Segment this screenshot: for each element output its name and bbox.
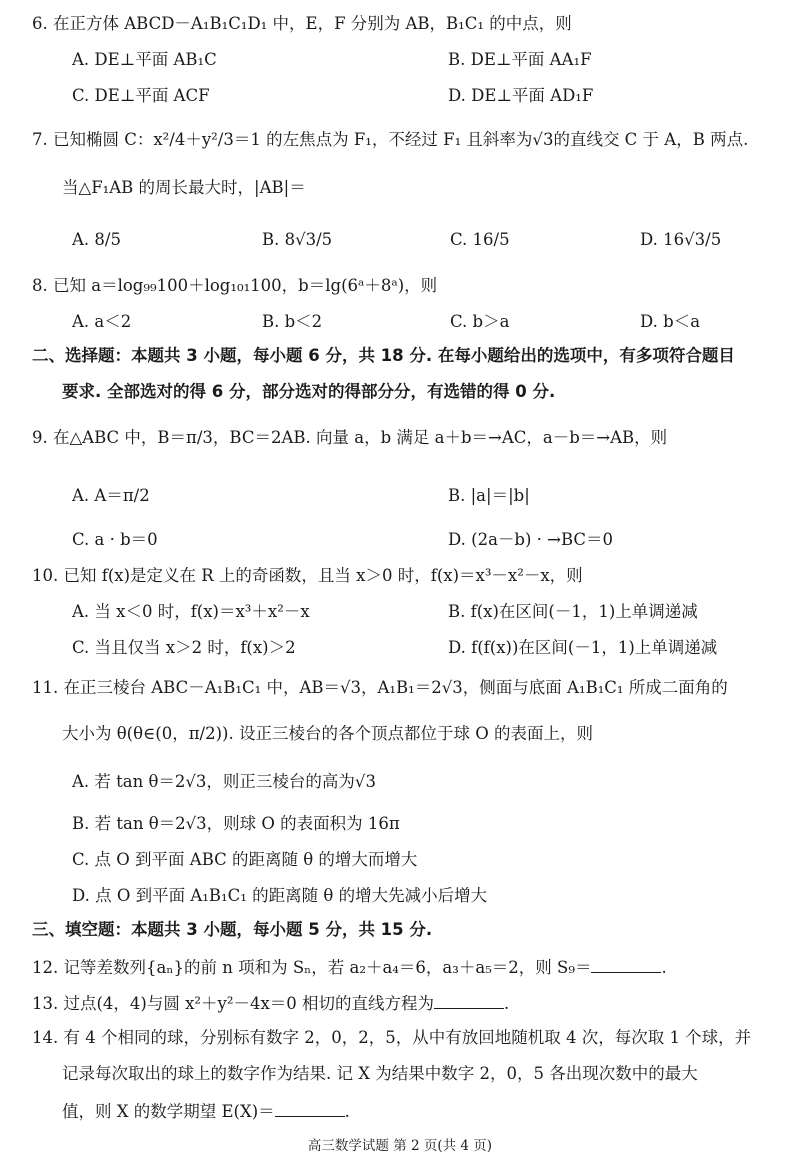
q8-option-d: D. b＜a (640, 312, 701, 331)
q13-stem: 13. 过点(4，4)与圆 x²＋y²－4x＝0 相切的直线方程为 (32, 994, 435, 1013)
q7-option-b: B. 8√3/5 (262, 230, 333, 249)
q9-option-c: C. a · b＝0 (72, 530, 158, 549)
q8-option-c: C. b＞a (450, 312, 510, 331)
q6-stem: 6. 在正方体 ABCD－A₁B₁C₁D₁ 中，E，F 分别为 AB，B₁C₁ 的中点，则 (32, 14, 572, 33)
q6-option-c: C. DE⊥平面 ACF (72, 86, 210, 105)
q13-answer-blank[interactable] (434, 994, 504, 1009)
q12-line (32, 958, 667, 977)
q14-line-3 (62, 1102, 350, 1121)
q11-stem-continued: 大小为 θ(θ∈(0，π/2)). 设正三棱台的各个顶点都位于球 O 的表面上，则 (62, 724, 593, 743)
q8-stem: 8. 已知 a＝log₉₉100＋log₁₀₁100，b＝lg(6ᵃ＋8ᵃ)，则 (32, 276, 438, 295)
q10-option-c: C. 当且仅当 x＞2 时，f(x)＞2 (72, 638, 296, 657)
q10-option-d: D. f(f(x))在区间(－1，1)上单调递减 (448, 638, 718, 657)
q10-option-b: B. f(x)在区间(－1，1)上单调递减 (448, 602, 698, 621)
q13-end: . (504, 994, 510, 1013)
q14-answer-blank[interactable] (275, 1102, 345, 1117)
q11-option-c: C. 点 O 到平面 ABC 的距离随 θ 的增大而增大 (72, 850, 418, 869)
q12-answer-blank[interactable] (591, 958, 661, 973)
q11-stem: 11. 在正三棱台 ABC－A₁B₁C₁ 中，AB＝√3，A₁B₁＝2√3，侧面与底面 A₁B₁C₁ 所成二面角的 (32, 678, 728, 697)
q11-option-b: B. 若 tan θ＝2√3，则球 O 的表面积为 16π (72, 814, 400, 833)
q7-option-a: A. 8/5 (72, 230, 121, 249)
q11-option-a: A. 若 tan θ＝2√3，则正三棱台的高为√3 (72, 772, 376, 791)
q9-stem: 9. 在△ABC 中，B＝π/3，BC＝2AB. 向量 a，b 满足 a＋b＝→AC，a－b＝→AB，则 (32, 428, 668, 447)
q14-end: . (344, 1102, 350, 1121)
q7-option-d: D. 16√3/5 (640, 230, 722, 249)
section-3-heading: 三、填空题：本题共 3 小题，每小题 5 分，共 15 分. (32, 920, 433, 939)
q6-option-d: D. DE⊥平面 AD₁F (448, 86, 594, 105)
q7-stem-continued: 当△F₁AB 的周长最大时，|AB|＝ (62, 178, 306, 197)
q9-option-a: A. A＝π/2 (72, 486, 150, 505)
q7-stem: 7. 已知椭圆 C：x²/4＋y²/3＝1 的左焦点为 F₁，不经过 F₁ 且斜率为√3的直线交 C 于 A，B 两点. (32, 130, 749, 149)
q13-line (32, 994, 509, 1013)
q8-option-a: A. a＜2 (72, 312, 132, 331)
q12-end: . (661, 958, 667, 977)
q11-option-d: D. 点 O 到平面 A₁B₁C₁ 的距离随 θ 的增大先减小后增大 (72, 886, 488, 905)
q6-option-a: A. DE⊥平面 AB₁C (72, 50, 217, 69)
q6-option-b: B. DE⊥平面 AA₁F (448, 50, 592, 69)
section-2-heading-continued: 要求. 全部选对的得 6 分，部分选对的得部分分，有选错的得 0 分. (62, 382, 556, 401)
q7-option-c: C. 16/5 (450, 230, 510, 249)
q12-stem: 12. 记等差数列{aₙ}的前 n 项和为 Sₙ，若 a₂＋a₄＝6，a₃＋a₅＝2，则 S₉＝ (32, 958, 592, 977)
q9-option-d: D. (2a－b) · →BC＝0 (448, 530, 614, 549)
section-2-heading: 二、选择题：本题共 3 小题，每小题 6 分，共 18 分. 在每小题给出的选项中，有多项符合题目 (32, 346, 735, 365)
q14-stem-continued: 记录每次取出的球上的数字作为结果. 记 X 为结果中数字 2，0，5 各出现次数中的最大 (62, 1064, 698, 1083)
q14-stem-end: 值，则 X 的数学期望 E(X)＝ (62, 1102, 275, 1121)
page-footer: 高三数学试题 第 2 页(共 4 页) (307, 1138, 493, 1154)
q10-stem: 10. 已知 f(x)是定义在 R 上的奇函数，且当 x＞0 时，f(x)＝x³－x²－x，则 (32, 566, 583, 585)
q8-option-b: B. b＜2 (262, 312, 323, 331)
q9-option-b: B. |a|＝|b| (448, 486, 530, 505)
q10-option-a: A. 当 x＜0 时，f(x)＝x³＋x²－x (72, 602, 310, 621)
q14-stem: 14. 有 4 个相同的球，分别标有数字 2，0，2，5，从中有放回地随机取 4 次，每次取 1 个球，并 (32, 1028, 752, 1047)
